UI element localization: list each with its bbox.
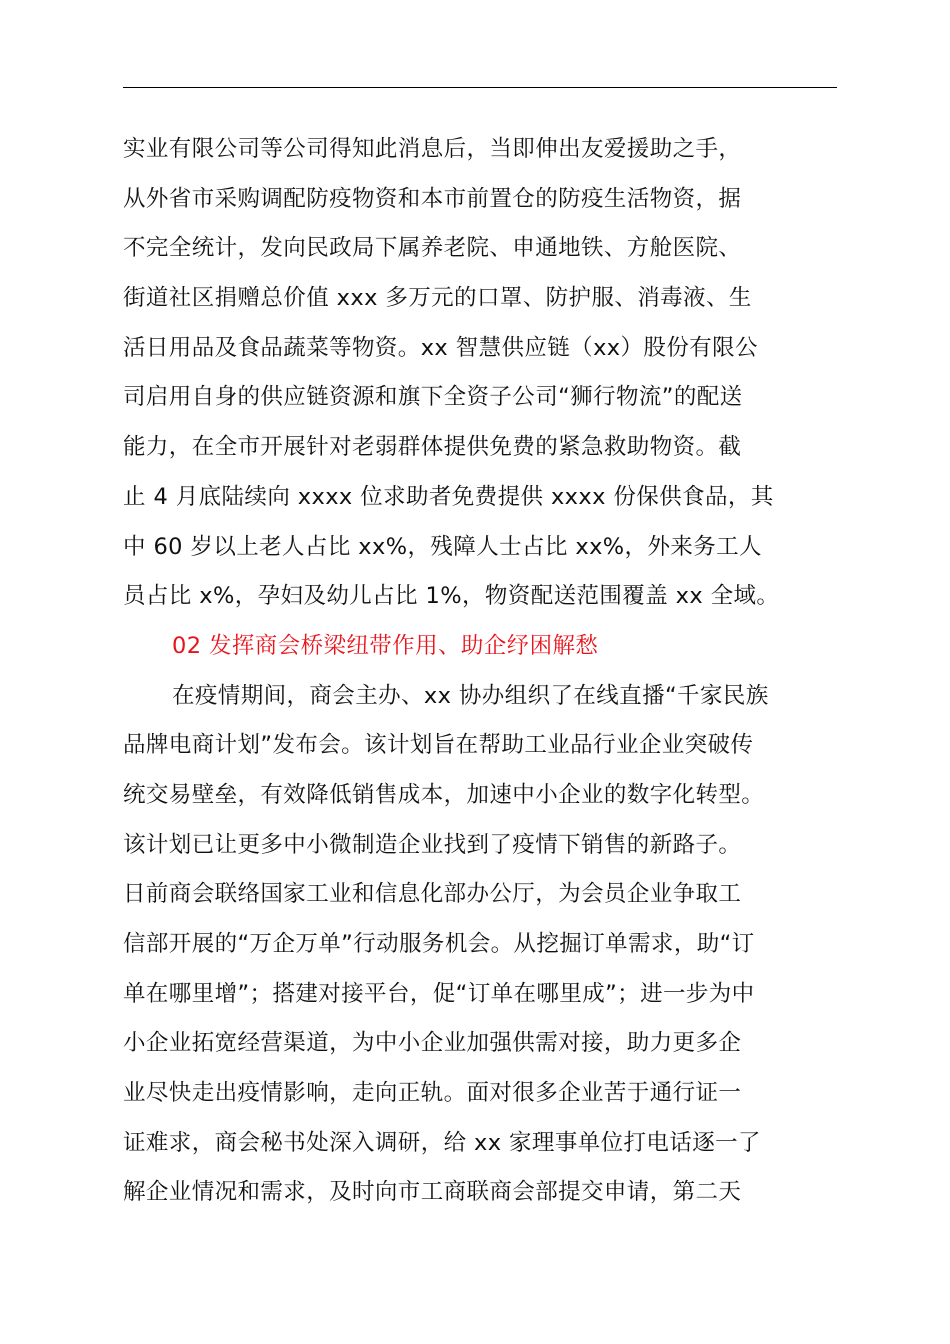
text-line: 司启用自身的供应链资源和旗下全资子公司“狮行物流”的配送 (123, 384, 743, 411)
text-line: 能力，在全市开展针对老弱群体提供免费的紧急救助物资。截 (123, 434, 742, 461)
text-line: 中 60 岁以上老人占比 xx%，残障人士占比 xx%，外来务工人 (123, 533, 762, 560)
text-line: 信部开展的“万企万单”行动服务机会。从挖掘订单需求，助“订 (123, 931, 755, 957)
section-heading: 02 发挥商会桥梁纽带作用、助企纾困解愁 (172, 632, 599, 659)
text-line: 统交易壁垒，有效降低销售成本，加速中小企业的数字化转型。 (123, 781, 765, 808)
text-line: 业尽快走出疫情影响，走向正轨。面对很多企业苦于通行证一 (123, 1080, 742, 1107)
text-line: 单在哪里增”；搭建对接平台，促“订单在哪里成”；进一步为中 (123, 980, 755, 1007)
text-line: 不完全统计，发向民政局下属养老院、申通地铁、方舱医院、 (123, 235, 742, 262)
text-line: 止 4 月底陆续向 xxxx 位求助者免费提供 xxxx 份保供食品，其 (123, 483, 774, 510)
text-line: 证难求，商会秘书处深入调研，给 xx 家理事单位打电话逐一了 (123, 1129, 761, 1156)
text-line: 在疫情期间，商会主办、xx 协办组织了在线直播“千家民族 (172, 682, 769, 709)
header-rule (123, 87, 837, 88)
text-line: 街道社区捐赠总价值 xxx 多万元的口罩、防护服、消毒液、生 (123, 285, 752, 312)
text-line: 员占比 x%，孕妇及幼儿占比 1%，物资配送范围覆盖 xx 全域。 (123, 583, 780, 610)
text-line: 该计划已让更多中小微制造企业找到了疫情下销售的新路子。 (123, 831, 742, 858)
text-line: 解企业情况和需求，及时向市工商联商会部提交申请，第二天 (123, 1179, 742, 1206)
text-line: 实业有限公司等公司得知此消息后，当即伸出友爱援助之手， (123, 136, 742, 162)
text-line: 小企业拓宽经营渠道，为中小企业加强供需对接，助力更多企 (123, 1030, 742, 1057)
paragraph-continuation (123, 125, 839, 622)
text-line: 日前商会联络国家工业和信息化部办公厅，为会员企业争取工 (123, 881, 742, 908)
paragraph-commerce-chamber (123, 672, 839, 1219)
text-line: 品牌电商计划”发布会。该计划旨在帮助工业品行业企业突破传 (123, 732, 754, 759)
document-body (123, 125, 839, 1218)
text-line: 从外省市采购调配防疫物资和本市前置仓的防疫生活物资，据 (123, 185, 742, 212)
text-line: 活日用品及食品蔬菜等物资。xx 智慧供应链（xx）股份有限公 (123, 334, 758, 361)
